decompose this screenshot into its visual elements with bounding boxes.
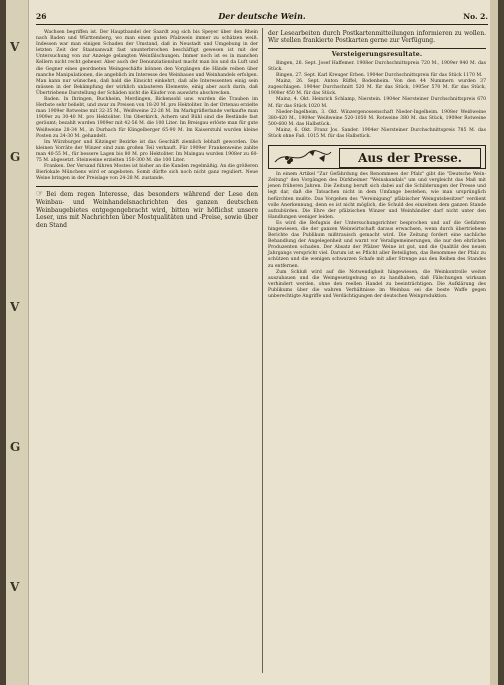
press-section-banner (268, 145, 486, 169)
article-paragraph: Im Würzburger und Kitzinger Bezirke ist das Geschäft ziemlich lebhaft geworden. Die kleinen Vorräte der Winzer sind zum großen Teil verkauft. Für 1909er Frankenweine zahlte man 40-55 M., für bessere Lagen bis 80 M. pro Hektoliter. Im Maingau wurden 1908er zu 60-75 M. abgesetzt. Steinweine erzielten 150-300 M. die 100 Liter. (36, 139, 258, 163)
auction-result: Mainz, 4. Okt. Heinrich Schlamp, Nierstein. 1904er Niersteiner Durchschnittspreis 670 M. für das Stück 1020 M. (268, 97, 486, 109)
auction-results-heading: Versteigerungsresultate. (331, 50, 423, 58)
edge-glyph: V (10, 300, 20, 314)
article-paragraph: Wachsen begriffen ist. Der Hauptbandel der Saardt zog sich bis Speyer über den Rhein nach Baden und Württemberg, wo man einen guten Pfalzwein immer zu schätzen weiß. Indessen war man einigen Schaden der Umstand, daß in Neustadt und Umgebung in der letzten Zeit der Staatsanwalt fast ununterbrochen beschäftigt gewesen ist mit der Untersuchung von zur Anzeige gelangten Weinfälschungen. Immer noch ist es in manchen Kellern nicht recht geheuer. Aber auch der Denunziationslust macht man bis und da Luft und die Gegner eines geordneten Weingeschäfts können den Vorgängen die Hände reiben über manche Manipulationen, die angeblich im Interesse des Weinbaues und Weinhandels erfolgen. Man kann nur wünschen, daß bald die Einsicht einkehrt, daß alle Interessenten einig sein müssen in der Bekämpfung der wirklich unlauteren Elemente, einig aber auch darin, daß Übertriebene Darstellung der Schäden nicht die Käufer von auswärts abschrecken. (36, 30, 258, 96)
edge-glyph: V (10, 580, 20, 594)
reader-notice-text: Bei dem regen Interesse, das besonders während der Lese den Weinbau- und Weinhandelsnachrichten des ganzen deutschen Weinbaugebietes entgegengebracht wird, bitten wir höflichst unsere Leser, uns mit Nachrichten über Mostqualitäten und -Preise, sowie über den Stand (36, 191, 258, 229)
page-edge-right (490, 0, 498, 685)
pointing-hand-icon: ☞ (36, 189, 44, 199)
reader-notice-continuation: der Lesearbeiten durch Postkartenmitteilungen informieren zu wollen. Wir stellen frankierte Postkarten gerne zur Verfügung. (268, 30, 486, 45)
auction-result: Mainz, 6. Okt. Franz Jos. Sander. 1904er Niersteiner Durchschnittspreis 785 M. das Stück ohne Faß. 1015 M. für das Halbstück. (268, 127, 486, 140)
section-rule (268, 48, 486, 49)
edge-glyph: G (10, 150, 21, 164)
reader-notice (36, 186, 258, 229)
left-column (36, 30, 258, 229)
edge-glyph: G (10, 440, 21, 454)
article-paragraph: Baden. In Ihringen, Buchheim, Merdingen, Bickensohl usw. wurden die Trauben im Herbste sehr beliebt, und zwar zu Preisen von 18-20 M. pro Hektoliter. In der Ortenau erzielte man 1909er Rotweine mit 32-35 M., Weißweine 22-26 M. Im Markgräflerlande verkaufte man 1909er zu 30-40 M. pro Hektoliter. Um Oberkirch, Achern und Bühl sind die Bestände fast geräumt; bezahlt wurden 1909er mit 42-56 M. die 100 Liter. Im Breisgau erlöste man für gute Weißweine 28-34 M., in Durbach für Klingelberger 65-90 M. Im Kaiserstuhl wurden kleine Posten zu 24-30 M. gehandelt. (36, 97, 258, 139)
edge-glyph: V (10, 40, 20, 54)
press-section-title: Aus der Presse. (358, 151, 462, 166)
page-number: 26 (36, 12, 47, 21)
auction-result: Nieder-Ingelheim, 3. Okt. Winzergenossenschaft Nieder-Ingelheim. 1908er Weißweine 380-420 M., 1909er Weißweine 520-1050 M. Rotweine 380 M. das Stück, 1909er Rotweine 500-600 M. das Halbstück. (268, 109, 486, 127)
page-header (36, 10, 488, 25)
auction-result: Bingen, 27. Sept. Karl Kreuger Erben. 1904er Durchschnittspreis für das Stück 1170 M. (276, 73, 483, 79)
journal-title: Der deutsche Wein. (218, 11, 306, 21)
issue-number: No. 2. (463, 12, 488, 21)
column-divider (262, 28, 263, 673)
press-paragraph: Zum Schluß wird auf die Notwendigkeit hingewiesen, die Weinkontrolle weiter auszubauen und die Weingesetzgebung so zu handhaben, daß Fälschungen wirksam verhindert werden, ohne den reellen Handel zu beeinträchtigen. Die Aufklärung des Publikums über die wahren Verhältnisse im Weinbau sei die beste Waffe gegen unberechtigte Angriffe und Verdächtigungen der deutschen Weinproduktion. (268, 269, 486, 299)
newspaper-page (6, 0, 498, 685)
grape-vine-ornament-icon (273, 148, 333, 166)
press-paragraph: In einem Artikel "Zur Gefährdung des Renommees der Pfalz" gibt die "Deutsche Wein-Zeitung" den Vorgängen des Dürkheimer "Weinskandals" um und vergleicht das Maß mit jenen früheren Jahren. Die Zeitung beruft sich dabei auf die Schilderungen der Presse und legt dar, daß die Tatsachen nicht in dem Umfange bestehen, wie man ursprünglich befürchten mußte. Das Vorgehen des "Vereinigung" pfälzischer Weingutsbesitzer" verdient volle Anerkennung, denn es ist nicht möglich, die Schuld des einzelnen dem ganzen Stande aufzubürden. Die Ehre der pfälzischen Winzer und Weinhändler darf nicht unter den Handlungen weniger leiden. (268, 172, 486, 220)
right-column (268, 30, 486, 300)
article-paragraph: Franken. Der Versand führen Mostes ist bisher an die Kunden regelmäßig. An die größeren Bierlokale Münchens wird er angeboten. Somit dürfte sich noch nicht ganz reguliert. Neue Weine bringen in der Preislage von 24-28 M. zustande. (36, 164, 258, 182)
press-paragraph: Es wird die Befugnis der Untersuchungsrichter besprochen und auf die Gefahren hingewiesen, die der ganzen Weinwirtschaft daraus erwachsen, wenn durch übertriebene Berichte das Publikum mißtrauisch gemacht wird. Die Zeitung fordert eine sachliche Behandlung der Angelegenheit und warnt vor Verallgemeinerungen, die nur den ehrlichen Produzenten schaden. Der Absatz der Pfälzer Weine ist gut, und die Qualität des neuen Jahrgangs verspricht viel. Darum ist es Pflicht aller Beteiligten, das Renommee der Pfalz zu schützen und die wenigen schwarzen Schafe mit aller Strenge aus den Reihen des Standes zu entfernen. (268, 220, 486, 269)
auction-result: Bingen, 26. Sept. Josef Haffemer. 1908er Durchschnittspreis 720 M., 1909er 940 M. das Stück. (268, 60, 486, 72)
auction-result: Mainz, 26. Sept. Anton Rüffel, Bodenheim. Von den 44 Nummern wurden 37 zugeschlagen. 1904er Durchschnitt 520 M. für das Stück, 1905er 570 M. für das Stück, 1908er 450 M. für das Stück. (268, 79, 486, 97)
press-section-title-frame (339, 148, 481, 168)
adjacent-page-edge (6, 0, 29, 685)
